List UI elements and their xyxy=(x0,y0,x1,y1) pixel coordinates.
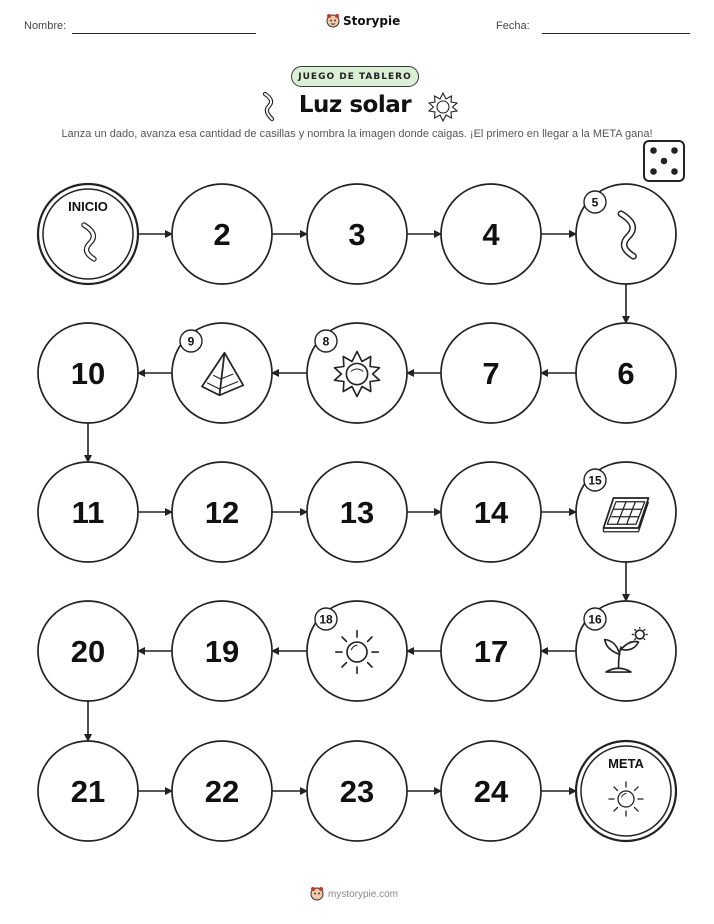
board-space-12 xyxy=(172,462,272,562)
space-number: 3 xyxy=(348,217,366,252)
board-space-14 xyxy=(441,462,541,562)
space-number: 13 xyxy=(339,495,375,530)
space-number: 20 xyxy=(70,634,106,669)
space-number: 19 xyxy=(204,634,240,669)
space-number-badge-label: 18 xyxy=(319,612,333,627)
dice-icon xyxy=(644,141,684,181)
space-number: 6 xyxy=(617,356,635,391)
board-space-19 xyxy=(172,601,272,701)
sun-icon xyxy=(609,782,643,816)
board-space-11 xyxy=(38,462,138,562)
board-space-8 xyxy=(307,323,407,423)
date-label: Fecha: xyxy=(496,20,530,32)
space-number: 14 xyxy=(473,495,509,530)
board-space-16 xyxy=(576,601,676,701)
space-number-badge-label: 8 xyxy=(322,334,330,349)
space-number: 4 xyxy=(482,217,500,252)
space-number: 11 xyxy=(71,495,105,530)
page-title: Luz solar xyxy=(298,92,412,118)
board-space-15 xyxy=(576,462,676,562)
board-space-4 xyxy=(441,184,541,284)
space-number-badge-label: 5 xyxy=(591,195,599,210)
board-space-18 xyxy=(307,601,407,701)
storypie-mascot-icon xyxy=(310,886,324,902)
space-number: 23 xyxy=(339,774,375,809)
board-space-21 xyxy=(38,741,138,841)
sun-icon xyxy=(336,631,379,674)
board-space-5 xyxy=(576,184,676,284)
board-space-23 xyxy=(307,741,407,841)
board-space-3 xyxy=(307,184,407,284)
space-number: 10 xyxy=(70,356,106,391)
board-space-17 xyxy=(441,601,541,701)
start-label: INICIO xyxy=(68,199,108,214)
instructions-text: Lanza un dado, avanza esa cantidad de casillas y nombra la imagen donde caigas. ¡El primero en llegar a la META gana! xyxy=(61,128,653,140)
goal-space xyxy=(576,741,676,841)
space-number: 21 xyxy=(70,774,106,809)
goal-label: META xyxy=(608,756,644,771)
space-number-badge-label: 16 xyxy=(588,612,602,627)
space-number: 2 xyxy=(213,217,231,252)
space-number: 12 xyxy=(204,495,240,530)
space-number: 22 xyxy=(204,774,240,809)
board-space-10 xyxy=(38,323,138,423)
board-space-2 xyxy=(172,184,272,284)
board-space-13 xyxy=(307,462,407,562)
game-type-badge: JUEGO DE TABLERO xyxy=(291,66,419,87)
space-number: 24 xyxy=(473,774,509,809)
board-space-24 xyxy=(441,741,541,841)
space-number-badge-label: 15 xyxy=(588,473,602,488)
board-space-22 xyxy=(172,741,272,841)
start-space xyxy=(38,184,138,284)
space-number-badge-label: 9 xyxy=(187,334,195,349)
board-space-7 xyxy=(441,323,541,423)
board-space-6 xyxy=(576,323,676,423)
brand-name: Storypie xyxy=(343,14,401,28)
board-space-20 xyxy=(38,601,138,701)
footer-url[interactable]: mystorypie.com xyxy=(328,888,399,900)
name-label: Nombre: xyxy=(24,20,67,32)
footer xyxy=(310,886,398,902)
space-number: 7 xyxy=(482,356,500,391)
board-space-9 xyxy=(172,323,272,423)
space-number: 17 xyxy=(473,634,509,669)
